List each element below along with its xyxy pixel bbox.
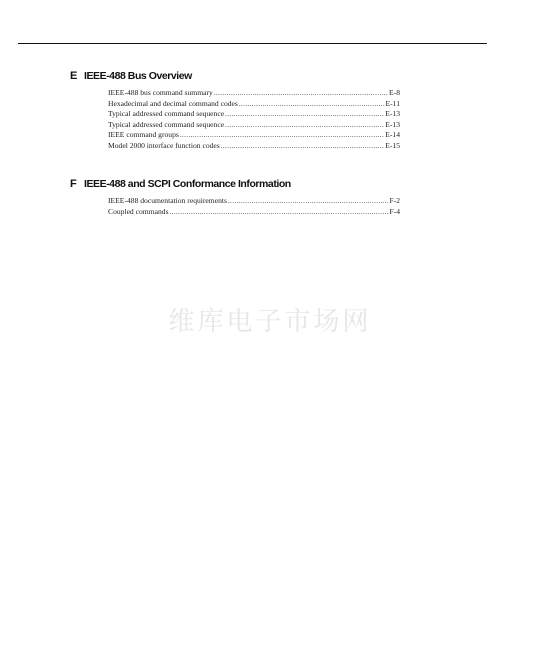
- entry-title: IEEE-488 bus command summary: [108, 88, 213, 97]
- entry-page: E-13: [385, 109, 400, 119]
- toc-entry[interactable]: [108, 88, 400, 99]
- entry-page: E-13: [385, 119, 400, 129]
- dot-leader: [239, 99, 385, 110]
- section-letter: E: [70, 70, 78, 82]
- entry-title: Hexadecimal and decimal command codes: [108, 98, 238, 108]
- section-heading[interactable]: [70, 70, 400, 82]
- entry-title: Model 2000 interface function codes: [108, 140, 220, 150]
- toc-entry[interactable]: [108, 196, 400, 207]
- entry-title: IEEE-488 documentation requirements: [108, 196, 227, 205]
- entry-page: F-2: [389, 196, 400, 205]
- toc-entry[interactable]: [108, 120, 400, 131]
- dot-leader: [214, 88, 388, 99]
- section-heading[interactable]: [70, 178, 400, 190]
- entry-page: E-8: [389, 88, 400, 97]
- entry-title: IEEE command groups: [108, 130, 179, 140]
- entry-page: E-15: [385, 140, 400, 150]
- toc-section-f: [70, 178, 400, 217]
- entry-page: E-11: [385, 98, 400, 108]
- dot-leader: [180, 130, 384, 141]
- entry-title: Typical addressed command sequence: [108, 119, 225, 129]
- entry-page: F-4: [389, 206, 400, 216]
- section-title: IEEE-488 and SCPI Conformance Information: [84, 178, 291, 190]
- dot-leader: [228, 196, 389, 207]
- entry-title: Coupled commands: [108, 206, 169, 216]
- dot-leader: [170, 207, 389, 218]
- toc-entry[interactable]: [108, 99, 400, 110]
- dot-leader: [225, 120, 384, 131]
- section-entries: [108, 88, 400, 152]
- toc-entry[interactable]: [108, 141, 400, 152]
- entry-title: Typical addressed command sequence: [108, 109, 225, 119]
- dot-leader: [225, 109, 384, 120]
- section-letter: F: [70, 178, 77, 190]
- toc-entry[interactable]: [108, 207, 400, 218]
- dot-leader: [221, 141, 384, 152]
- entry-page: E-14: [385, 130, 400, 140]
- toc-entry[interactable]: [108, 130, 400, 141]
- toc-entry[interactable]: [108, 109, 400, 120]
- watermark: 维库电子市场网: [168, 307, 372, 337]
- toc-section-e: [70, 70, 400, 152]
- section-title: IEEE-488 Bus Overview: [84, 70, 192, 82]
- header-rule: [18, 43, 487, 44]
- section-entries: [108, 196, 400, 217]
